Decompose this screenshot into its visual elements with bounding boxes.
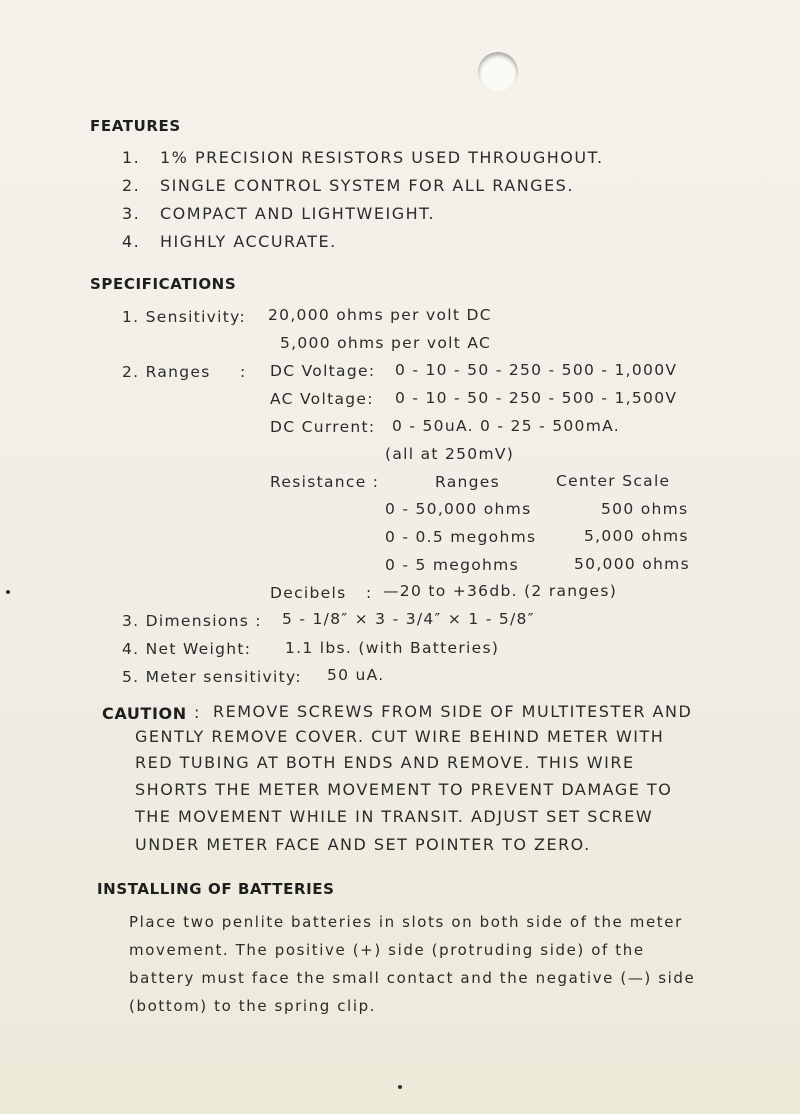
dc-current-value: 0 - 50uA. 0 - 25 - 500mA.	[392, 417, 620, 435]
caution-heading: CAUTION	[102, 704, 187, 723]
decibels-label: Decibels	[270, 584, 347, 602]
resistance-range-1: 0 - 50,000 ohms	[385, 500, 532, 518]
caution-line-5: THE MOVEMENT WHILE IN TRANSIT. ADJUST SET SCREW	[135, 807, 654, 826]
dc-voltage-label: DC Voltage:	[270, 362, 376, 380]
dimensions-value: 5 - 1/8″ × 3 - 3/4″ × 1 - 5/8″	[282, 610, 535, 628]
meter-sensitivity-label: 5. Meter sensitivity:	[122, 668, 302, 686]
resistance-col-center: Center Scale	[556, 472, 671, 490]
caution-line-2: GENTLY REMOVE COVER. CUT WIRE BEHIND METER WITH	[135, 727, 665, 746]
ranges-colon: :	[240, 363, 247, 381]
batteries-line-1: Place two penlite batteries in slots on both side of the meter	[129, 913, 683, 931]
resistance-range-2: 0 - 0.5 megohms	[385, 528, 537, 546]
sensitivity-label: 1. Sensitivity:	[122, 308, 247, 326]
resistance-label: Resistance :	[270, 473, 380, 491]
feature-1-text: 1% PRECISION RESISTORS USED THROUGHOUT.	[160, 148, 604, 167]
ranges-label: 2. Ranges	[122, 363, 211, 381]
meter-sensitivity-value: 50 uA.	[327, 666, 385, 684]
decibels-colon: :	[366, 584, 373, 602]
feature-4-num: 4.	[122, 232, 141, 251]
caution-line-4: SHORTS THE METER MOVEMENT TO PREVENT DAMAGE TO	[135, 780, 673, 799]
caution-line-3: RED TUBING AT BOTH ENDS AND REMOVE. THIS WIRE	[135, 753, 635, 772]
resistance-col-ranges: Ranges	[435, 473, 501, 491]
sensitivity-ac: 5,000 ohms per volt AC	[280, 334, 492, 352]
dc-current-label: DC Current:	[270, 418, 376, 436]
ink-speck	[398, 1085, 402, 1089]
ac-voltage-value: 0 - 10 - 50 - 250 - 500 - 1,500V	[395, 389, 678, 407]
batteries-heading: INSTALLING OF BATTERIES	[97, 880, 335, 898]
batteries-line-3: battery must face the small contact and the negative (—) side	[129, 969, 696, 987]
decibels-value: —20 to +36db. (2 ranges)	[383, 582, 618, 600]
punch-hole	[478, 52, 518, 92]
dc-voltage-value: 0 - 10 - 50 - 250 - 500 - 1,000V	[395, 361, 678, 379]
dc-current-note: (all at 250mV)	[385, 445, 515, 463]
resistance-center-1: 500 ohms	[601, 500, 689, 518]
specifications-heading: SPECIFICATIONS	[90, 275, 237, 293]
resistance-center-2: 5,000 ohms	[584, 527, 689, 545]
net-weight-label: 4. Net Weight:	[122, 640, 252, 658]
feature-1-num: 1.	[122, 148, 141, 167]
feature-4-text: HIGHLY ACCURATE.	[160, 232, 337, 251]
net-weight-value: 1.1 lbs. (with Batteries)	[285, 639, 500, 657]
batteries-line-2: movement. The positive (+) side (protruding side) of the	[129, 941, 645, 959]
batteries-line-4: (bottom) to the spring clip.	[129, 997, 377, 1015]
ink-speck	[6, 590, 10, 594]
dimensions-label: 3. Dimensions :	[122, 612, 262, 630]
feature-2-num: 2.	[122, 176, 141, 195]
caution-sep: :	[194, 703, 201, 722]
caution-line-1: REMOVE SCREWS FROM SIDE OF MULTITESTER AND	[213, 702, 693, 721]
caution-line-6: UNDER METER FACE AND SET POINTER TO ZERO.	[135, 835, 591, 854]
ac-voltage-label: AC Voltage:	[270, 390, 374, 408]
sensitivity-dc: 20,000 ohms per volt DC	[268, 306, 492, 324]
features-heading: FEATURES	[90, 117, 181, 135]
resistance-range-3: 0 - 5 megohms	[385, 556, 519, 574]
feature-2-text: SINGLE CONTROL SYSTEM FOR ALL RANGES.	[160, 176, 574, 195]
resistance-center-3: 50,000 ohms	[574, 555, 690, 573]
feature-3-num: 3.	[122, 204, 141, 223]
feature-3-text: COMPACT AND LIGHTWEIGHT.	[160, 204, 436, 223]
